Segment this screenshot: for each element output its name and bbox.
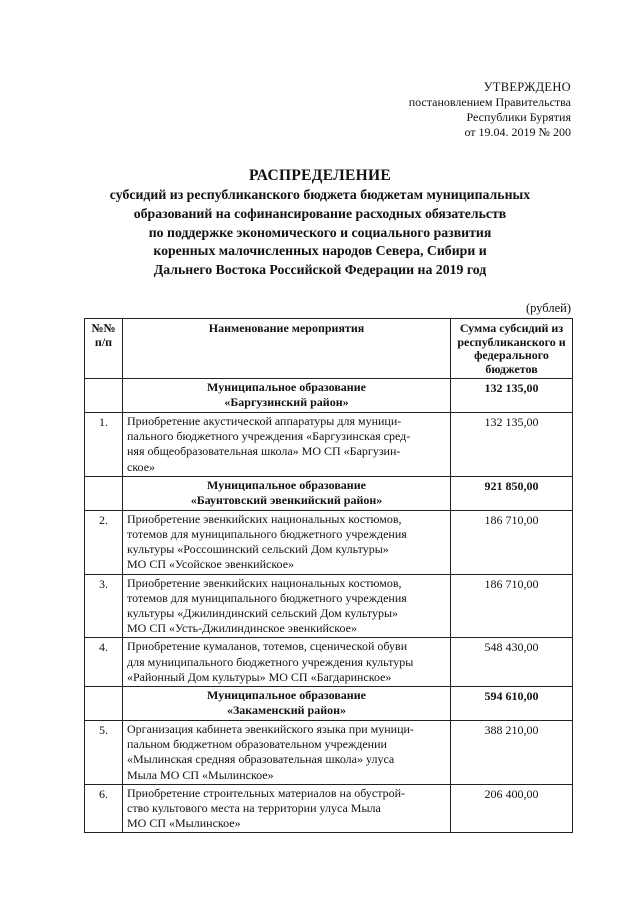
desc-line: Приобретение эвенкийских национальных костюмов, (127, 575, 402, 590)
district-sum: 132 135,00 (451, 379, 573, 413)
row-description (123, 413, 451, 477)
approval-title: УТВЕРЖДЕНО (483, 80, 571, 94)
row-sum: 186 710,00 (451, 574, 573, 638)
desc-line: МО СП «Усть-Джилиндинское эвенкийское» (127, 621, 357, 636)
desc-line: ское» (127, 459, 156, 474)
desc-line: «Районный Дом культуры» МО СП «Багдаринское» (127, 669, 392, 684)
district-line-1: Муниципальное образование (207, 477, 366, 492)
district-sum: 921 850,00 (451, 476, 573, 510)
district-line-2: «Баунтовский эвенкийский район» (190, 493, 383, 508)
approval-block (409, 80, 571, 140)
title-line-5: Дальнего Востока Российской Федерации на 2019 год (153, 262, 487, 278)
desc-line: няя общеобразовательная школа» МО СП «Баргузин- (127, 444, 401, 459)
district-sum: 594 610,00 (451, 687, 573, 721)
desc-line: для муниципального бюджетного учреждения культуры (127, 654, 414, 669)
row-num: 2. (85, 510, 123, 574)
row-sum: 206 400,00 (451, 784, 573, 833)
desc-line: Приобретение строительных материалов на обустрой- (127, 785, 406, 800)
district-name (123, 476, 451, 510)
header-num: №№ п/п (85, 319, 123, 379)
title-line-4: коренных малочисленных народов Севера, Сибири и (153, 243, 487, 259)
row-num: 3. (85, 574, 123, 638)
row-sum: 388 210,00 (451, 721, 573, 785)
table-row-1 (85, 413, 573, 477)
row-num: 6. (85, 784, 123, 833)
row-sum: 186 710,00 (451, 510, 573, 574)
row-description (123, 721, 451, 785)
district-line-2: «Баргузинский район» (224, 395, 349, 410)
district-num-empty (85, 379, 123, 413)
title-heading: РАСПРЕДЕЛЕНИЕ (249, 167, 391, 184)
table-row-4 (85, 638, 573, 687)
desc-line: «Мылинская средняя образовательная школа» улуса (127, 752, 395, 767)
table-header-row (85, 319, 573, 379)
district-num-empty (85, 687, 123, 721)
table-row-6 (85, 784, 573, 833)
row-num: 1. (85, 413, 123, 477)
desc-line: ство культового места на территории улуса Мыла (127, 801, 381, 816)
desc-line: тотемов для муниципального бюджетного учреждения (127, 527, 407, 542)
desc-line: МО СП «Мылинское» (127, 816, 241, 831)
row-sum: 548 430,00 (451, 638, 573, 687)
desc-line: Приобретение кумаланов, тотемов, сценической обуви (127, 639, 408, 654)
district-row-barguzinsky (85, 379, 573, 413)
approval-line-4: от 19.04. 2019 № 200 (464, 125, 571, 139)
approval-line-2: постановлением Правительства (408, 95, 571, 109)
desc-line: пального бюджетного учреждения «Баргузинская сред- (127, 429, 411, 444)
header-sum: Сумма субсидий из республиканского и федерального бюджетов (451, 319, 573, 379)
title-line-2: образований на софинансирование расходных обязательств (133, 205, 507, 221)
desc-line: Мыла МО СП «Мылинское» (127, 767, 274, 782)
row-description (123, 574, 451, 638)
district-num-empty (85, 476, 123, 510)
title-line-1: субсидий из республиканского бюджета бюджетам муниципальных (109, 187, 531, 202)
district-row-zakamensky (85, 687, 573, 721)
district-row-bauntovsky (85, 476, 573, 510)
table-row-2 (85, 510, 573, 574)
table-row-3 (85, 574, 573, 638)
title-line-3: по поддержке экономического и социального развития (148, 224, 492, 240)
header-name: Наименование мероприятия (123, 319, 451, 379)
desc-line: пальном бюджетном образовательном учреждении (127, 737, 387, 752)
row-num: 4. (85, 638, 123, 687)
district-line-1: Муниципальное образование (207, 380, 366, 394)
row-description (123, 784, 451, 833)
unit-label: (рублей) (525, 301, 571, 315)
document-title (60, 166, 580, 280)
desc-line: культуры «Россошинский сельский Дом культуры» (127, 542, 389, 557)
desc-line: Приобретение акустической аппаратуры для муници- (127, 414, 402, 428)
district-name (123, 687, 451, 721)
district-name (123, 379, 451, 413)
desc-line: Организация кабинета эвенкийского языка при муници- (127, 722, 414, 737)
desc-line: Приобретение эвенкийских национальных костюмов, (127, 511, 402, 526)
row-description (123, 510, 451, 574)
approval-line-3: Республики Бурятия (466, 110, 571, 124)
desc-line: МО СП «Усойское эвенкийское» (127, 557, 295, 572)
district-line-1: Муниципальное образование (207, 688, 366, 703)
table-row-5 (85, 721, 573, 785)
desc-line: тотемов для муниципального бюджетного учреждения (127, 590, 407, 605)
row-sum: 132 135,00 (451, 413, 573, 477)
row-description (123, 638, 451, 687)
row-num: 5. (85, 721, 123, 785)
district-line-2: «Закаменский район» (226, 703, 347, 718)
desc-line: культуры «Джилиндинский сельский Дом культуры» (127, 606, 399, 621)
subsidy-table (84, 318, 573, 833)
